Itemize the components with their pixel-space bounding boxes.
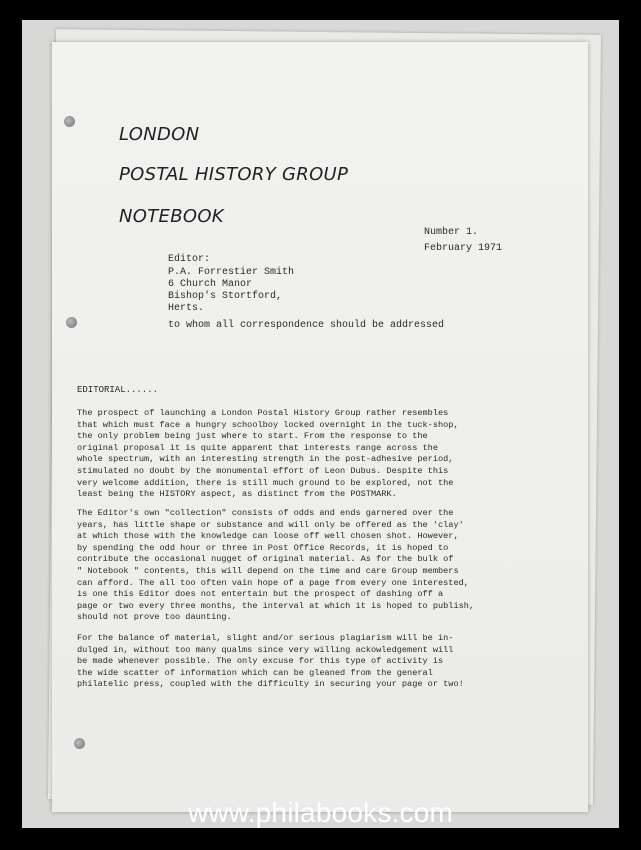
issue-number: Number 1. [424,227,479,238]
text-line: stimulated no doubt by the monumental effort of Leon Dubus. Despite this [77,465,449,476]
text-line: that which must face a hungry schoolboy locked overnight in the tuck-shop, [77,419,459,430]
editor-address-line: P.A. Forrestier Smith [168,267,295,278]
text-line: philatelic press, coupled with the difficulty in securing your page or two! [77,679,464,690]
paragraph-2 [77,508,537,624]
title-line-2: POSTAL HISTORY GROUP [119,164,349,185]
correspondence-note: to whom all correspondence should be addressed [168,320,445,331]
text-line: by spending the odd hour or three in Post Office Records, it is hoped to [77,542,449,553]
text-line: very welcome addition, there is still much ground to be explored, not the [77,477,454,488]
text-line: original proposal it is quite apparent that interests range across the [77,442,438,453]
text-line: The Editor's own "collection" consists of odds and ends garnered over the [77,508,454,518]
text-line: whole spectrum, with an interesting strength in the post-adhesive period, [77,454,454,465]
text-line: contribute the occasional nugget of original material. As for the bulk of [77,554,454,565]
text-line: is one this Editor does not entertain but the prospect of dashing off a [77,589,444,600]
editor-address-line: Herts. [168,303,205,314]
editor-label: Editor: [168,254,211,265]
text-line: dulged in, without too many qualms since very willing ackowledgement will [77,644,454,655]
section-heading: EDITORIAL...... [77,385,159,395]
title-line-3: NOTEBOOK [119,206,224,227]
text-line: least being the HISTORY aspect, as distinct from the POSTMARK. [77,489,397,500]
text-line: years, has little shape or substance and will only be offered as the 'clay' [77,519,464,530]
text-line: should not prove too daunting. [77,612,232,623]
text-line: The prospect of launching a London Postal History Group rather resembles [77,408,449,418]
issue-date: February 1971 [424,243,503,254]
watermark-url: www.philabooks.com [187,797,454,828]
text-line: the only problem being just where to start. From the response to the [77,431,428,442]
title-line-1: LONDON [119,124,200,145]
text-line: at which those with the knowledge can loose off well chosen shot. However, [77,531,459,542]
punch-hole [64,116,75,127]
text-line: For the balance of material, slight and/or serious plagiarism will be in- [77,633,454,643]
text-line: page or two every three months, the interval at which it is hoped to publish, [77,600,475,611]
text-line: can afford. The all too often vain hope of a page from every one interested, [77,577,469,588]
editor-address-line: Bishop's Stortford, [168,291,283,302]
text-line: the wide scatter of information which can be gleaned from the general [77,667,433,678]
paragraph-3 [77,633,537,691]
punch-hole [74,738,85,749]
punch-hole [66,317,77,328]
text-line: be made whenever possible. The only excuse for this type of activity is [77,656,444,667]
editor-address-line: 6 Church Manor [168,279,253,290]
paragraph-1 [77,408,537,501]
text-line: " Notebook " contents, this will depend on the time and care Group members [77,565,459,576]
